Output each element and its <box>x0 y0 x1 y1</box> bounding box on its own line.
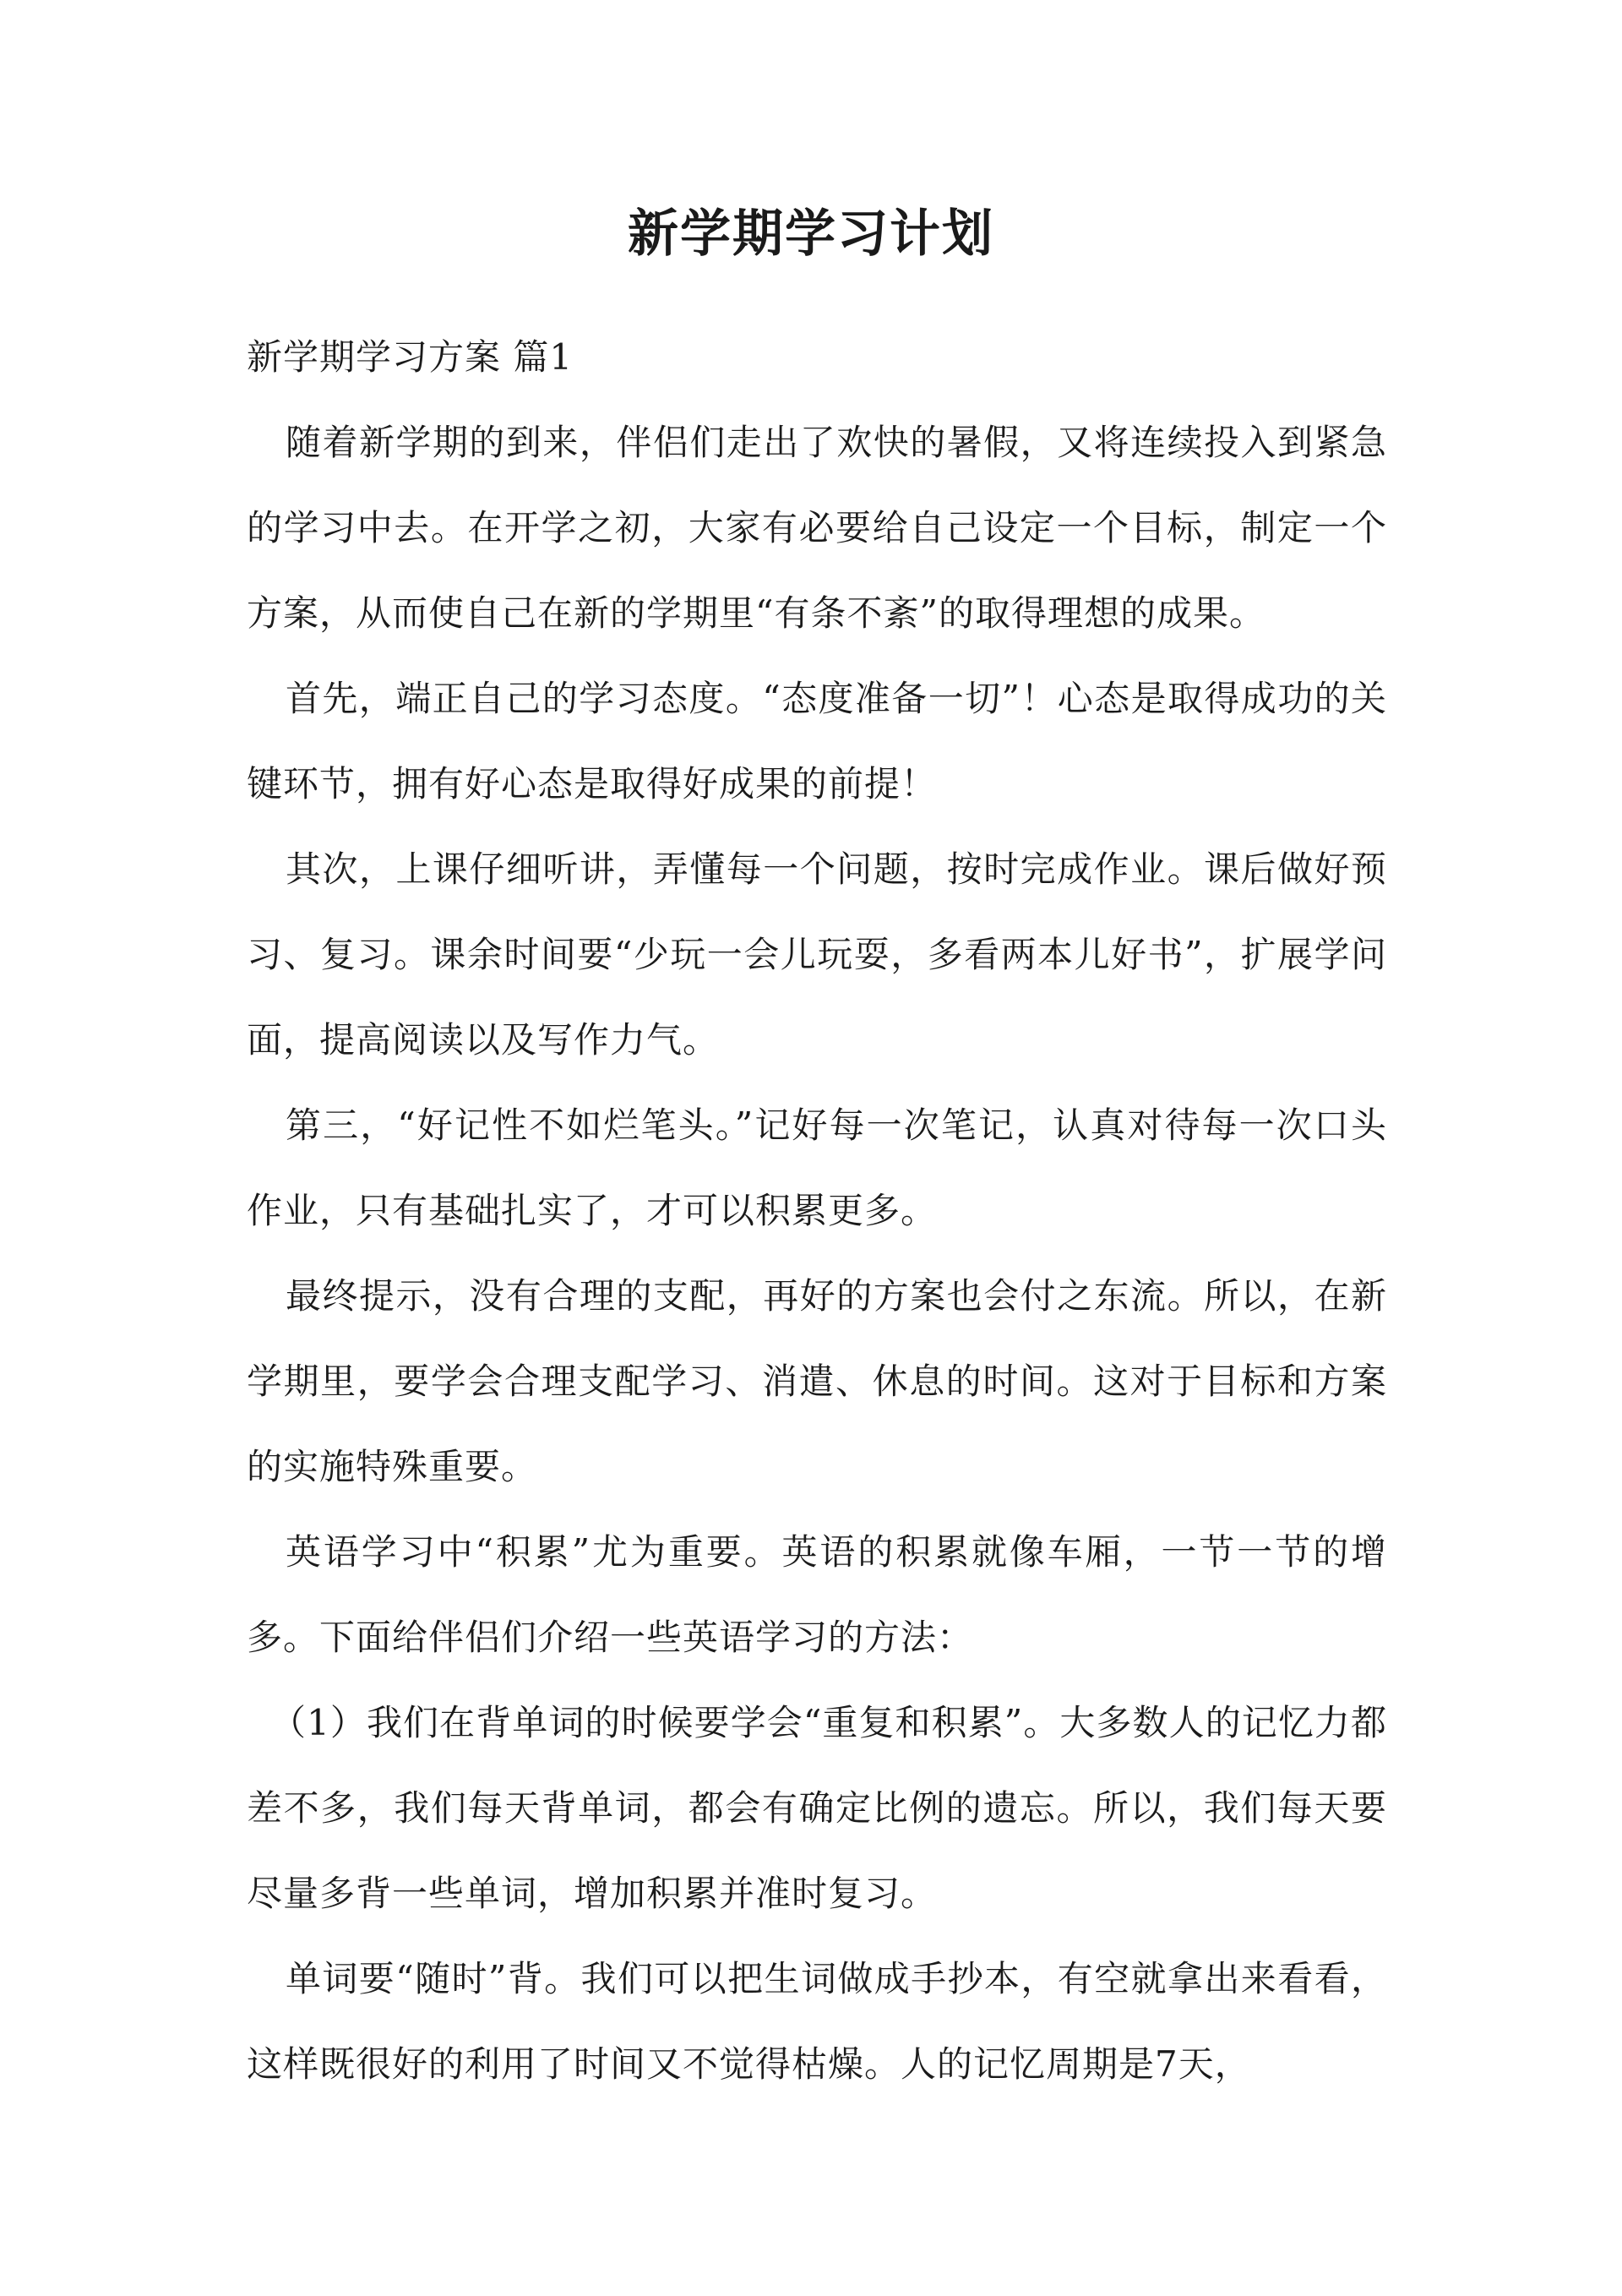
section-heading: 新学期学习方案 篇1 <box>247 336 574 378</box>
paragraph-list-item-1: （1）我们在背单词的时候要学会“重复和积累”。大多数人的记忆力都差不多，我们每天背单词，都会有确定比例的遗忘。所以，我们每天要尽量多背一些单词，增加积累并准时复习。 <box>247 1702 1387 1914</box>
paragraph-class-study: 其次，上课仔细听讲，弄懂每一个问题，按时完成作业。课后做好预习、复习。课余时间要“少玩一会儿玩耍，多看两本儿好书”，扩展学问面，提高阅读以及写作力气。 <box>247 848 1387 1061</box>
document-body <box>247 314 1387 2107</box>
paragraph-attitude: 首先，端正自己的学习态度。“态度准备一切”！心态是取得成功的关键环节，拥有好心态是取得好成果的前提！ <box>247 678 1387 804</box>
paragraph-english-intro: 英语学习中“积累”尤为重要。英语的积累就像车厢，一节一节的增多。下面给伴侣们介绍一些英语学习的方法： <box>247 1531 1387 1658</box>
paragraph-intro: 随着新学期的到来，伴侣们走出了欢快的暑假，又将连续投入到紧急的学习中去。在开学之初，大家有必要给自己设定一个目标，制定一个方案，从而使自己在新的学期里“有条不紊”的取得理想的成果。 <box>247 422 1387 634</box>
paragraph-vocabulary: 单词要“随时”背。我们可以把生词做成手抄本，有空就拿出来看看，这样既很好的利用了时间又不觉得枯燥。人的记忆周期是7天， <box>247 1958 1387 2085</box>
paragraph-time-management: 最终提示，没有合理的支配，再好的方案也会付之东流。所以，在新学期里，要学会合理支配学习、消遣、休息的时间。这对于目标和方案的实施特殊重要。 <box>247 1275 1387 1487</box>
paragraph-notes: 第三，“好记性不如烂笔头。”记好每一次笔记，认真对待每一次口头作业，只有基础扎实了，才可以积累更多。 <box>247 1104 1387 1231</box>
document-title: 新学期学习计划 <box>628 205 994 264</box>
